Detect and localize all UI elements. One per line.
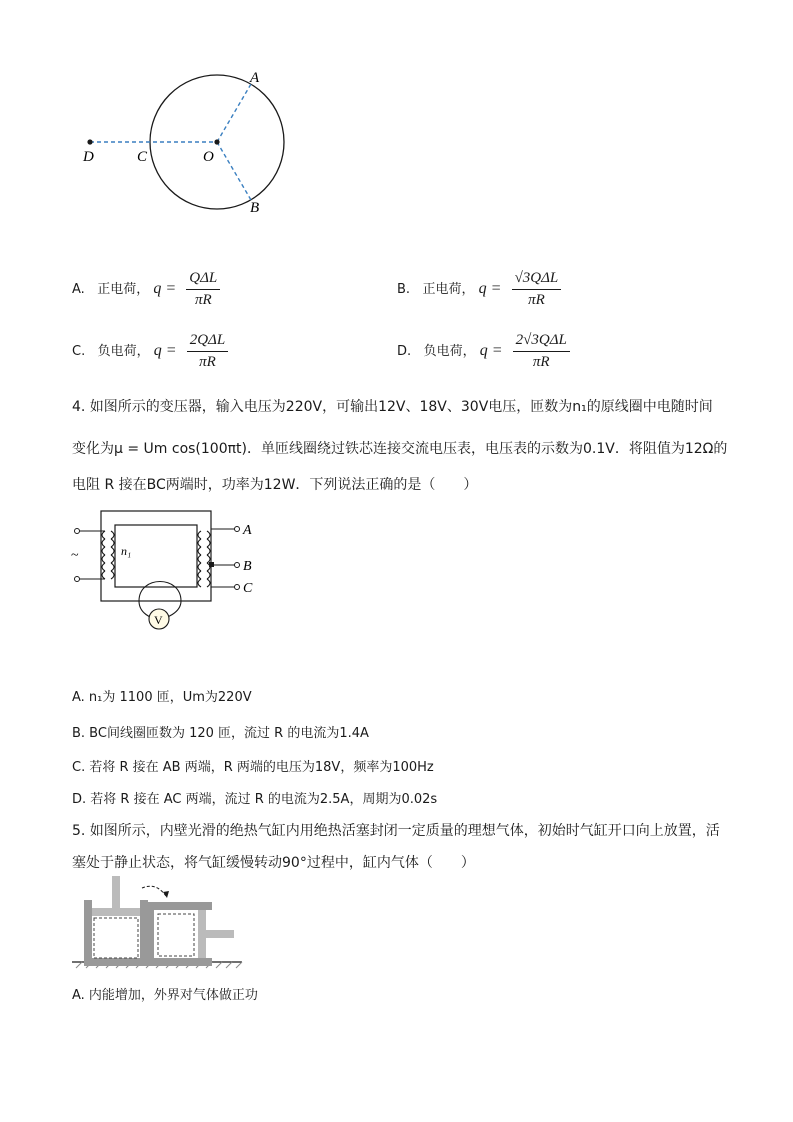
option-kind: 负电荷，: [97, 344, 150, 359]
fraction-numerator: 2QΔL: [187, 332, 228, 352]
fraction-numerator: QΔL: [186, 270, 220, 290]
option-letter: A.: [72, 282, 85, 297]
terminal-c[interactable]: [235, 585, 240, 590]
point-d: [87, 139, 92, 144]
label-c: C: [137, 149, 148, 165]
option-var: q =: [478, 280, 502, 297]
option-letter: B.: [397, 282, 411, 297]
q4-line-3: 电阻 R 接在BC两端时，功率为12W．下列说法正确的是（ ）: [72, 477, 478, 493]
option-fraction: [186, 270, 220, 309]
option-var: q =: [153, 342, 177, 359]
circle-figure: [70, 60, 310, 220]
segment-oa: [217, 84, 251, 142]
label-b: B: [250, 200, 260, 216]
q4-line-1: 4. 如图所示的变压器，输入电压为220V，可输出12V、18V、30V电压，匝数为n₁的原线圈中电随时间: [72, 399, 713, 415]
option-fraction: [512, 270, 562, 309]
option-fraction: [513, 332, 570, 371]
label-terminal-b: B: [243, 559, 252, 574]
horizontal-rod: [204, 930, 234, 938]
cylinder-figure: [70, 872, 250, 972]
secondary-coil: [198, 529, 237, 587]
terminal-b[interactable]: [235, 563, 240, 568]
q3-option-a[interactable]: [72, 270, 220, 309]
fraction-numerator: √3QΔL: [512, 270, 562, 290]
option-fraction: [187, 332, 228, 371]
label-o: O: [203, 149, 214, 165]
horizontal-gas: [158, 914, 194, 956]
label-n1: n₁: [121, 544, 132, 558]
option-letter: D.: [397, 344, 412, 359]
fraction-denominator: πR: [199, 354, 216, 370]
fraction-denominator: πR: [532, 354, 550, 370]
option-letter: C.: [72, 344, 86, 359]
segment-ob: [217, 142, 251, 200]
q5-line-1: 5. 如图所示，内壁光滑的绝热气缸内用绝热活塞封闭一定质量的理想气体，初始时气缸开口向上放置，活: [72, 823, 720, 839]
upright-rod: [112, 876, 120, 910]
option-var: q =: [479, 342, 503, 359]
q5-option-a[interactable]: A. 内能增加，外界对气体做正功: [72, 988, 258, 1003]
rotation-arrow-head: [163, 891, 169, 898]
input-terminal-bottom[interactable]: [75, 577, 80, 582]
option-kind: 正电荷，: [97, 282, 150, 297]
q3-option-d[interactable]: [397, 332, 570, 371]
primary-coil: [77, 531, 114, 579]
q3-option-b[interactable]: [397, 270, 561, 309]
label-d: D: [83, 149, 94, 165]
q4-option-b[interactable]: B. BC间线圈匝数为 120 匝，流过 R 的电流为1.4A: [72, 726, 369, 741]
tap-point: [209, 562, 214, 567]
terminal-a[interactable]: [235, 527, 240, 532]
input-terminal-top[interactable]: [75, 529, 80, 534]
q3-option-c[interactable]: [72, 332, 228, 371]
label-a: A: [250, 70, 260, 86]
voltmeter-label: V: [154, 613, 163, 627]
option-kind: 正电荷，: [422, 282, 475, 297]
upright-gas: [94, 918, 138, 958]
q4-option-d[interactable]: D. 若将 R 接在 AC 两端，流过 R 的电流为2.5A，周期为0.02s: [72, 792, 438, 807]
q4-option-a[interactable]: A. n₁为 1100 匝，Um为220V: [72, 690, 252, 705]
label-terminal-c: C: [243, 581, 253, 596]
label-terminal-a: A: [243, 523, 252, 538]
q5-line-2: 塞处于静止状态，将气缸缓慢转动90°过程中，缸内气体（ ）: [72, 855, 475, 871]
rotation-arrow-icon: [142, 886, 166, 896]
q4-line-2: 变化为μ = Um cos(100πt)．单匝线圈绕过铁芯连接交流电压表，电压表的示数为0.1V．将阻值为12Ω的: [72, 441, 728, 457]
option-kind: 负电荷，: [423, 344, 476, 359]
fraction-denominator: πR: [528, 292, 545, 308]
q4-option-c[interactable]: C. 若将 R 接在 AB 两端，R 两端的电压为18V，频率为100Hz: [72, 760, 434, 775]
transformer-figure: [65, 505, 275, 635]
ac-source-icon: ~: [71, 548, 79, 563]
option-var: q =: [153, 280, 177, 297]
fraction-numerator: 2√3QΔL: [513, 332, 570, 352]
point-o: [214, 139, 219, 144]
fraction-denominator: πR: [194, 292, 212, 308]
